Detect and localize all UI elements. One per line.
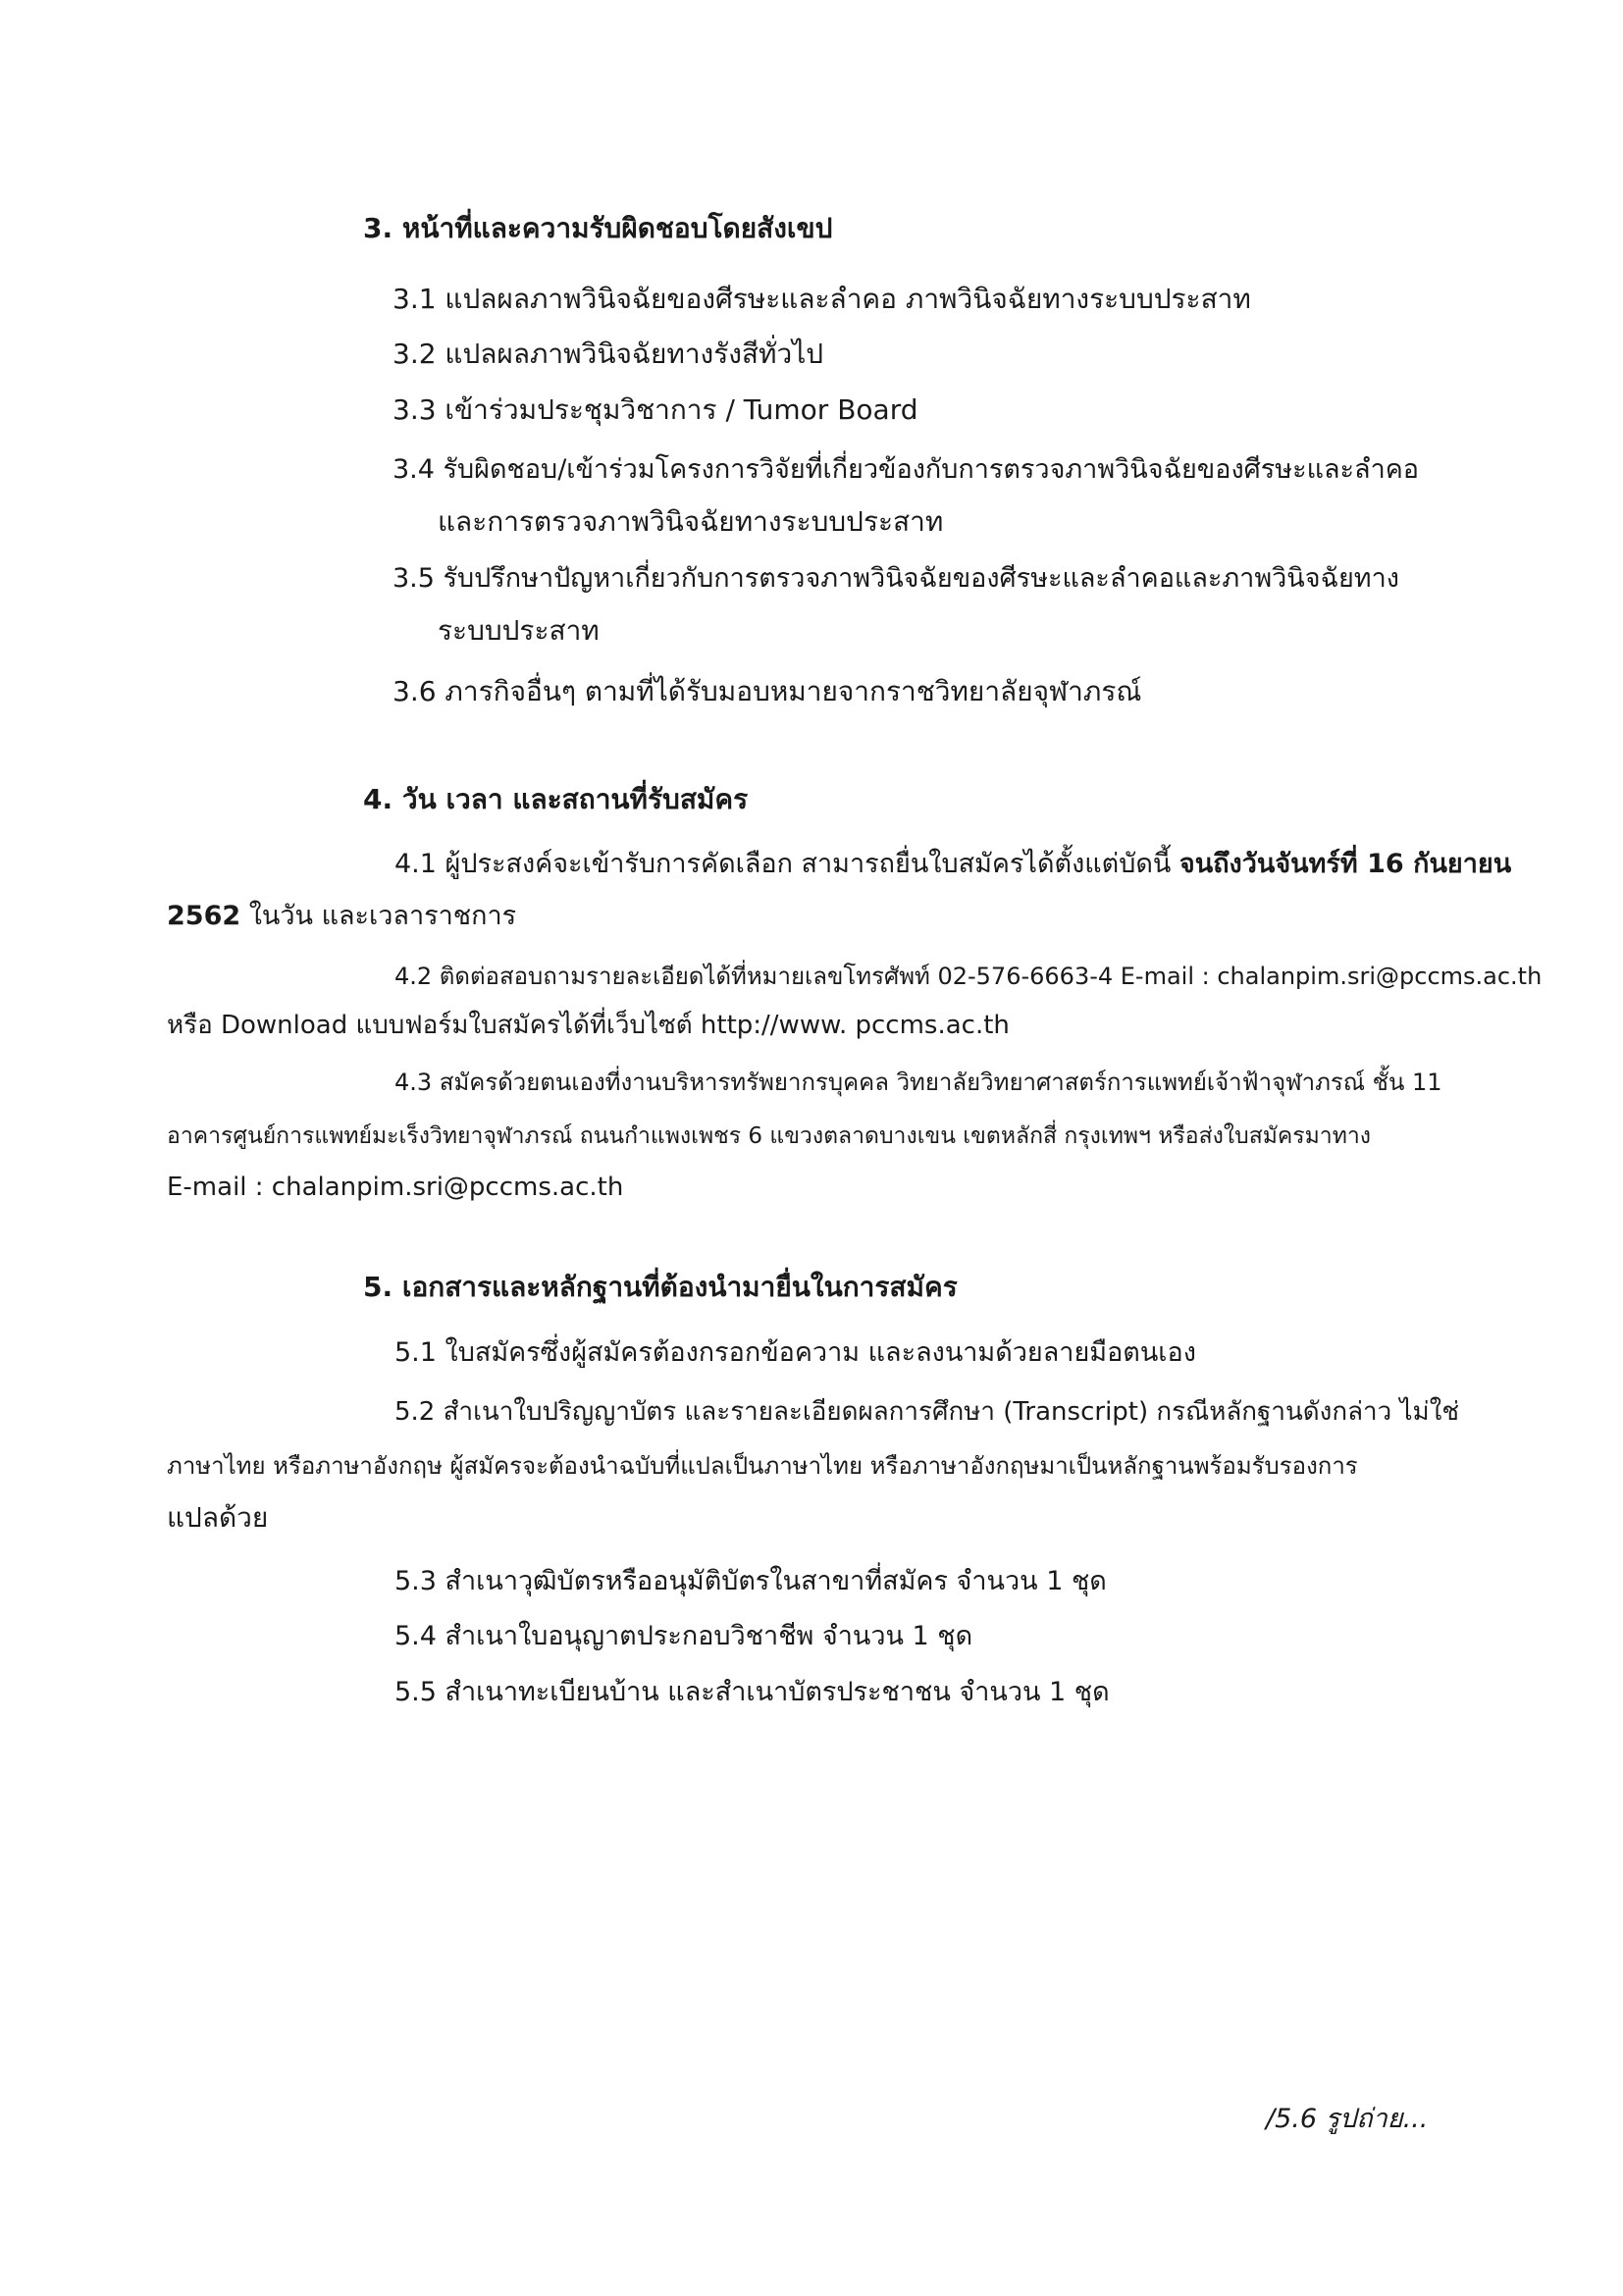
item-3-4-line-2: และการตรวจภาพวินิจฉัยทางระบบประสาท <box>438 505 944 538</box>
item-5-2-line-1: 5.2 สำเนาใบปริญญาบัตร และรายละเอียดผลการศึกษา (Transcript) กรณีหลักฐานดังกล่าว ไม่ใช่ <box>394 1397 1460 1427</box>
item-3-5-line-2: ระบบประสาท <box>438 614 600 647</box>
item-4-1-year: 2562 <box>167 901 241 931</box>
item-4-3-line-3: E-mail : chalanpim.sri@pccms.ac.th <box>167 1173 624 1202</box>
item-4-1-line-2 <box>167 897 516 936</box>
item-4-2-line-2: หรือ Download แบบฟอร์มใบสมัครได้ที่เว็บไซต์ http://www. pccms.ac.th <box>167 1011 1010 1040</box>
section-5-heading: 5. เอกสารและหลักฐานที่ต้องนำมายื่นในการสมัคร <box>363 1271 958 1303</box>
item-5-5: 5.5 สำเนาทะเบียนบ้าน และสำเนาบัตรประชาชน จำนวน 1 ชุด <box>394 1677 1110 1707</box>
item-4-3-line-1: 4.3 สมัครด้วยตนเองที่งานบริหารทรัพยากรบุคคล วิทยาลัยวิทยาศาสตร์การแพทย์เจ้าฟ้าจุฬาภรณ์ ชั้น 11 <box>394 1069 1442 1096</box>
item-5-2-line-3: แปลด้วย <box>167 1501 269 1534</box>
section-3-heading: 3. หน้าที่และความรับผิดชอบโดยสังเขป <box>363 212 833 244</box>
continuation-note: /5.6 รูปถ่าย... <box>1266 2104 1429 2134</box>
item-3-2: 3.2 แปลผลภาพวินิจฉัยทางรังสีทั่วไป <box>393 338 824 370</box>
item-4-1-line-1 <box>394 845 1511 884</box>
item-5-2-line-2: ภาษาไทย หรือภาษาอังกฤษ ผู้สมัครจะต้องนำฉบับที่แปลเป็นภาษาไทย หรือภาษาอังกฤษมาเป็นหลักฐานพร้อมรับรองการ <box>167 1452 1358 1480</box>
item-4-1-text: 4.1 ผู้ประสงค์จะเข้ารับการคัดเลือก สามารถยื่นใบสมัครได้ตั้งแต่บัดนี้ <box>394 849 1179 879</box>
item-5-3: 5.3 สำเนาวุฒิบัตรหรืออนุมัติบัตรในสาขาที่สมัคร จำนวน 1 ชุด <box>394 1566 1107 1596</box>
section-4-heading: 4. วัน เวลา และสถานที่รับสมัคร <box>363 783 749 815</box>
item-4-3-line-2: อาคารศูนย์การแพทย์มะเร็งวิทยาจุฬาภรณ์ ถนนกำแพงเพชร 6 แขวงตลาดบางเขน เขตหลักสี่ กรุงเทพฯ หรือส่งใบสมัครมาทาง <box>167 1123 1372 1149</box>
item-4-1-hours: ในวัน และเวลาราชการ <box>240 901 517 931</box>
item-3-5-line-1: 3.5 รับปรึกษาปัญหาเกี่ยวกับการตรวจภาพวินิจฉัยของศีรษะและลำคอและภาพวินิจฉัยทาง <box>393 563 1399 594</box>
item-3-3: 3.3 เข้าร่วมประชุมวิชาการ / Tumor Board <box>393 393 918 426</box>
item-3-6: 3.6 ภารกิจอื่นๆ ตามที่ได้รับมอบหมายจากราชวิทยาลัยจุฬาภรณ์ <box>393 675 1142 707</box>
item-3-1: 3.1 แปลผลภาพวินิจฉัยของศีรษะและลำคอ ภาพวินิจฉัยทางระบบประสาท <box>393 283 1251 315</box>
item-5-1: 5.1 ใบสมัครซึ่งผู้สมัครต้องกรอกข้อความ และลงนามด้วยลายมือตนเอง <box>394 1337 1196 1368</box>
item-4-1-deadline: จนถึงวันจันทร์ที่ 16 กันยายน <box>1178 849 1512 879</box>
item-4-2-line-1: 4.2 ติดต่อสอบถามรายละเอียดได้ที่หมายเลขโทรศัพท์ 02-576-6663-4 E-mail : chalanpim.sri@pccms.ac.th <box>394 963 1543 990</box>
item-3-4-line-1: 3.4 รับผิดชอบ/เข้าร่วมโครงการวิจัยที่เกี่ยวข้องกับการตรวจภาพวินิจฉัยของศีรษะและลำคอ <box>393 454 1420 485</box>
item-5-4: 5.4 สำเนาใบอนุญาตประกอบวิชาชีพ จำนวน 1 ชุด <box>394 1621 973 1651</box>
